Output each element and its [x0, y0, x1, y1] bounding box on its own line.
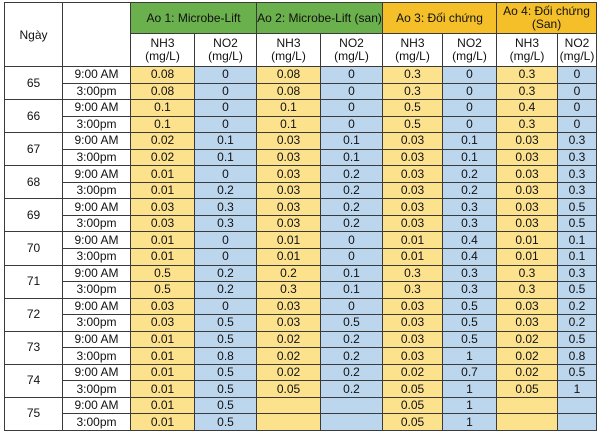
- no2-value-ao1: 0.1: [195, 149, 257, 166]
- subheader-nh3-ao4: [497, 34, 558, 67]
- day-cell: 66: [5, 100, 63, 133]
- time-cell: 9:00 AM: [63, 232, 131, 249]
- nh3-value-ao3: 0.03: [383, 149, 443, 166]
- no2-value-ao4: 0.5: [558, 215, 597, 232]
- nh3-value-ao4: 0.02: [497, 364, 558, 381]
- table-row: [5, 315, 597, 332]
- nh3-value-ao1: 0.03: [131, 315, 195, 332]
- no2-value-ao3: 0.5: [443, 298, 497, 315]
- no2-value-ao2: 0: [321, 298, 383, 315]
- no2-value-ao4: 0: [558, 83, 597, 100]
- time-cell: 3:00pm: [63, 414, 131, 431]
- no2-value-ao2: 0: [321, 83, 383, 100]
- subheader-unit: (mg/L): [452, 49, 487, 63]
- table-row: [5, 348, 597, 365]
- nh3-value-ao1: 0.03: [131, 215, 195, 232]
- group-header-ao2: Ao 2: Microbe-Lift (san): [257, 3, 383, 34]
- no2-value-ao2: 0.1: [321, 149, 383, 166]
- time-cell: 9:00 AM: [63, 265, 131, 282]
- no2-value-ao3: 0: [443, 83, 497, 100]
- no2-value-ao1: 0.5: [195, 315, 257, 332]
- nh3-value-ao3: 0.05: [383, 397, 443, 414]
- no2-value-ao3: 0: [443, 100, 497, 117]
- no2-value-ao2: 0.1: [321, 282, 383, 299]
- table-row: [5, 265, 597, 282]
- time-cell: 9:00 AM: [63, 364, 131, 381]
- subheader-no2-ao1: [195, 34, 257, 67]
- table-row: [5, 199, 597, 216]
- day-header: Ngày: [5, 3, 63, 67]
- no2-value-ao1: 0.5: [195, 414, 257, 431]
- nh3-value-ao2: 0.03: [257, 182, 321, 199]
- nh3-value-ao1: 0.5: [131, 282, 195, 299]
- no2-value-ao3: 0.3: [443, 199, 497, 216]
- no2-value-ao1: 0: [195, 100, 257, 117]
- nh3-value-ao3: 0.03: [383, 215, 443, 232]
- nh3-value-ao4: 0.3: [497, 265, 558, 282]
- no2-value-ao1: 0: [195, 298, 257, 315]
- nh3-value-ao2: 0.08: [257, 83, 321, 100]
- water-quality-table: [4, 2, 597, 431]
- table-row: [5, 232, 597, 249]
- no2-value-ao3: 0.3: [443, 282, 497, 299]
- no2-value-ao1: 0.8: [195, 348, 257, 365]
- table-row: [5, 83, 597, 100]
- table-row: [5, 116, 597, 133]
- subheader-param: NH3: [150, 36, 175, 50]
- time-cell: 9:00 AM: [63, 331, 131, 348]
- nh3-value-ao3: 0.03: [383, 298, 443, 315]
- nh3-value-ao4: 0.03: [497, 166, 558, 183]
- no2-value-ao2: 0: [321, 232, 383, 249]
- no2-value-ao3: 1: [443, 397, 497, 414]
- nh3-value-ao1: 0.08: [131, 83, 195, 100]
- day-cell: 70: [5, 232, 63, 265]
- subheader-unit: (mg/L): [145, 49, 180, 63]
- time-cell: 3:00pm: [63, 249, 131, 266]
- nh3-value-ao3: 0.03: [383, 315, 443, 332]
- time-cell: 3:00pm: [63, 83, 131, 100]
- no2-value-ao4: 0: [558, 67, 597, 84]
- nh3-value-ao4: 0.3: [497, 67, 558, 84]
- time-cell: 3:00pm: [63, 116, 131, 133]
- nh3-value-ao3: 0.01: [383, 249, 443, 266]
- table-row: [5, 414, 597, 431]
- nh3-value-ao2: 0.03: [257, 298, 321, 315]
- day-cell: 75: [5, 397, 63, 430]
- subheader-nh3-ao2: [257, 34, 321, 67]
- nh3-value-ao4: 0.3: [497, 83, 558, 100]
- table-row: [5, 67, 597, 84]
- nh3-value-ao1: 0.01: [131, 249, 195, 266]
- nh3-value-ao3: 0.05: [383, 381, 443, 398]
- table-row: [5, 215, 597, 232]
- nh3-value-ao2: [257, 397, 321, 414]
- nh3-value-ao3: 0.03: [383, 182, 443, 199]
- nh3-value-ao3: 0.3: [383, 265, 443, 282]
- no2-value-ao2: 0.2: [321, 166, 383, 183]
- group-header-ao3: Ao 3: Đối chứng: [383, 3, 497, 34]
- time-cell: 3:00pm: [63, 149, 131, 166]
- no2-value-ao4: 0.5: [558, 364, 597, 381]
- nh3-value-ao4: 0.03: [497, 149, 558, 166]
- nh3-value-ao2: 0.2: [257, 265, 321, 282]
- subheader-param: NO2: [457, 36, 482, 50]
- nh3-value-ao3: 0.5: [383, 116, 443, 133]
- no2-value-ao1: 0.3: [195, 199, 257, 216]
- no2-value-ao1: 0.5: [195, 381, 257, 398]
- nh3-value-ao4: 0.03: [497, 182, 558, 199]
- subheader-unit: (mg/L): [271, 49, 306, 63]
- no2-value-ao4: 0.3: [558, 149, 597, 166]
- nh3-value-ao1: 0.01: [131, 232, 195, 249]
- no2-value-ao3: 0.7: [443, 364, 497, 381]
- day-cell: 68: [5, 166, 63, 199]
- no2-value-ao3: 0.3: [443, 215, 497, 232]
- subheader-param: NO2: [213, 36, 238, 50]
- no2-value-ao2: 0.2: [321, 348, 383, 365]
- nh3-value-ao2: 0.02: [257, 364, 321, 381]
- no2-value-ao2: 0.2: [321, 381, 383, 398]
- no2-value-ao2: [321, 414, 383, 431]
- no2-value-ao1: 0.2: [195, 282, 257, 299]
- time-header: [63, 3, 131, 67]
- time-cell: 9:00 AM: [63, 397, 131, 414]
- no2-value-ao2: 0.2: [321, 182, 383, 199]
- no2-value-ao1: 0: [195, 166, 257, 183]
- no2-value-ao3: 0.1: [443, 133, 497, 150]
- no2-value-ao3: 0.2: [443, 182, 497, 199]
- nh3-value-ao1: 0.01: [131, 364, 195, 381]
- no2-value-ao4: 0.8: [558, 348, 597, 365]
- nh3-value-ao2: 0.02: [257, 331, 321, 348]
- no2-value-ao3: 1: [443, 381, 497, 398]
- subheader-unit: (mg/L): [334, 49, 369, 63]
- table-row: [5, 282, 597, 299]
- nh3-value-ao2: 0.03: [257, 133, 321, 150]
- nh3-value-ao3: 0.03: [383, 166, 443, 183]
- day-cell: 74: [5, 364, 63, 397]
- table-row: [5, 249, 597, 266]
- time-cell: 3:00pm: [63, 215, 131, 232]
- table-row: [5, 182, 597, 199]
- nh3-value-ao2: 0.1: [257, 100, 321, 117]
- header-row-groups: [5, 3, 597, 34]
- group-header-ao4: Ao 4: Đối chứng (San): [497, 3, 597, 34]
- table-row: [5, 133, 597, 150]
- nh3-value-ao3: 0.01: [383, 232, 443, 249]
- no2-value-ao3: 0.5: [443, 315, 497, 332]
- no2-value-ao4: 0.1: [558, 249, 597, 266]
- no2-value-ao4: 0: [558, 100, 597, 117]
- nh3-value-ao2: 0.03: [257, 315, 321, 332]
- time-cell: 9:00 AM: [63, 166, 131, 183]
- nh3-value-ao3: 0.03: [383, 133, 443, 150]
- table-row: [5, 397, 597, 414]
- no2-value-ao2: 0: [321, 67, 383, 84]
- time-cell: 9:00 AM: [63, 100, 131, 117]
- no2-value-ao1: 0: [195, 116, 257, 133]
- nh3-value-ao4: 0.3: [497, 282, 558, 299]
- no2-value-ao4: 0.3: [558, 166, 597, 183]
- nh3-value-ao3: 0.3: [383, 67, 443, 84]
- group-header-ao1: Ao 1: Microbe-Lift: [131, 3, 257, 34]
- nh3-value-ao3: 0.02: [383, 364, 443, 381]
- no2-value-ao2: 0.2: [321, 199, 383, 216]
- nh3-value-ao4: 0.03: [497, 298, 558, 315]
- no2-value-ao3: 0.1: [443, 149, 497, 166]
- nh3-value-ao2: 0.08: [257, 67, 321, 84]
- nh3-value-ao2: [257, 414, 321, 431]
- no2-value-ao1: 0.1: [195, 133, 257, 150]
- nh3-value-ao1: 0.01: [131, 166, 195, 183]
- no2-value-ao2: 0.2: [321, 215, 383, 232]
- no2-value-ao3: 0.3: [443, 265, 497, 282]
- time-cell: 3:00pm: [63, 348, 131, 365]
- nh3-value-ao1: 0.01: [131, 182, 195, 199]
- subheader-unit: (mg/L): [559, 49, 595, 63]
- table-row: [5, 166, 597, 183]
- nh3-value-ao4: 0.01: [497, 249, 558, 266]
- no2-value-ao1: 0: [195, 232, 257, 249]
- nh3-value-ao4: 0.05: [497, 381, 558, 398]
- no2-value-ao2: 0: [321, 116, 383, 133]
- nh3-value-ao4: 0.03: [497, 199, 558, 216]
- no2-value-ao4: 1: [558, 381, 597, 398]
- no2-value-ao4: 0.5: [558, 282, 597, 299]
- no2-value-ao1: 0: [195, 67, 257, 84]
- time-cell: 3:00pm: [63, 381, 131, 398]
- nh3-value-ao1: 0.5: [131, 265, 195, 282]
- no2-value-ao4: 0: [558, 116, 597, 133]
- no2-value-ao4: [558, 414, 597, 431]
- nh3-value-ao3: 0.3: [383, 282, 443, 299]
- no2-value-ao4: 0.3: [558, 265, 597, 282]
- nh3-value-ao4: 0.02: [497, 348, 558, 365]
- no2-value-ao3: 0: [443, 116, 497, 133]
- nh3-value-ao1: 0.1: [131, 100, 195, 117]
- no2-value-ao4: 0.3: [558, 133, 597, 150]
- table-row: [5, 381, 597, 398]
- nh3-value-ao3: 0.03: [383, 199, 443, 216]
- nh3-value-ao1: 0.01: [131, 331, 195, 348]
- day-cell: 73: [5, 331, 63, 364]
- data-table-container: [4, 2, 596, 429]
- subheader-param: NO2: [564, 36, 590, 50]
- nh3-value-ao2: 0.01: [257, 232, 321, 249]
- no2-value-ao3: 0.2: [443, 166, 497, 183]
- nh3-value-ao3: 0.05: [383, 414, 443, 431]
- time-cell: 3:00pm: [63, 315, 131, 332]
- day-cell: 67: [5, 133, 63, 166]
- day-cell: 72: [5, 298, 63, 331]
- nh3-value-ao3: 0.03: [383, 348, 443, 365]
- no2-value-ao1: 0.5: [195, 364, 257, 381]
- nh3-value-ao2: 0.3: [257, 282, 321, 299]
- nh3-value-ao1: 0.02: [131, 133, 195, 150]
- subheader-param: NH3: [276, 36, 301, 50]
- nh3-value-ao1: 0.03: [131, 199, 195, 216]
- no2-value-ao3: 0.4: [443, 232, 497, 249]
- time-cell: 9:00 AM: [63, 133, 131, 150]
- nh3-value-ao2: 0.02: [257, 348, 321, 365]
- nh3-value-ao2: 0.01: [257, 249, 321, 266]
- no2-value-ao1: 0.5: [195, 397, 257, 414]
- no2-value-ao1: 0.2: [195, 182, 257, 199]
- no2-value-ao1: 0: [195, 83, 257, 100]
- day-cell: 65: [5, 67, 63, 100]
- no2-value-ao3: 1: [443, 348, 497, 365]
- no2-value-ao3: 0.5: [443, 331, 497, 348]
- table-row: [5, 100, 597, 117]
- subheader-nh3-ao1: [131, 34, 195, 67]
- no2-value-ao4: 0.5: [558, 199, 597, 216]
- nh3-value-ao4: 0.03: [497, 315, 558, 332]
- nh3-value-ao2: 0.03: [257, 199, 321, 216]
- time-cell: 3:00pm: [63, 282, 131, 299]
- table-row: [5, 364, 597, 381]
- table-row: [5, 331, 597, 348]
- subheader-unit: (mg/L): [509, 49, 545, 63]
- no2-value-ao3: 1: [443, 414, 497, 431]
- no2-value-ao4: 0.2: [558, 298, 597, 315]
- no2-value-ao2: 0.2: [321, 331, 383, 348]
- nh3-value-ao4: [497, 414, 558, 431]
- no2-value-ao4: 0.1: [558, 232, 597, 249]
- subheader-param: NH3: [515, 36, 540, 50]
- no2-value-ao2: 0.1: [321, 133, 383, 150]
- nh3-value-ao4: 0.02: [497, 331, 558, 348]
- nh3-value-ao4: 0.3: [497, 116, 558, 133]
- time-cell: 3:00pm: [63, 182, 131, 199]
- table-row: [5, 298, 597, 315]
- nh3-value-ao4: [497, 397, 558, 414]
- nh3-value-ao1: 0.1: [131, 116, 195, 133]
- nh3-value-ao3: 0.5: [383, 100, 443, 117]
- no2-value-ao3: 0: [443, 67, 497, 84]
- no2-value-ao4: [558, 397, 597, 414]
- subheader-param: NH3: [400, 36, 425, 50]
- nh3-value-ao1: 0.01: [131, 397, 195, 414]
- nh3-value-ao4: 0.03: [497, 133, 558, 150]
- time-cell: 9:00 AM: [63, 298, 131, 315]
- subheader-no2-ao2: [321, 34, 383, 67]
- day-cell: 71: [5, 265, 63, 298]
- nh3-value-ao3: 0.3: [383, 83, 443, 100]
- time-cell: 9:00 AM: [63, 67, 131, 84]
- subheader-unit: (mg/L): [395, 49, 430, 63]
- subheader-unit: (mg/L): [208, 49, 243, 63]
- no2-value-ao2: 0.2: [321, 364, 383, 381]
- nh3-value-ao3: 0.03: [383, 331, 443, 348]
- nh3-value-ao1: 0.02: [131, 149, 195, 166]
- time-cell: 9:00 AM: [63, 199, 131, 216]
- nh3-value-ao1: 0.01: [131, 381, 195, 398]
- subheader-no2-ao4: [558, 34, 597, 67]
- no2-value-ao4: 0.3: [558, 182, 597, 199]
- nh3-value-ao2: 0.1: [257, 116, 321, 133]
- nh3-value-ao4: 0.4: [497, 100, 558, 117]
- no2-value-ao2: 0: [321, 100, 383, 117]
- no2-value-ao4: 0.2: [558, 315, 597, 332]
- nh3-value-ao2: 0.03: [257, 149, 321, 166]
- subheader-nh3-ao3: [383, 34, 443, 67]
- nh3-value-ao2: 0.03: [257, 166, 321, 183]
- nh3-value-ao4: 0.01: [497, 232, 558, 249]
- nh3-value-ao4: 0.03: [497, 215, 558, 232]
- subheader-no2-ao3: [443, 34, 497, 67]
- no2-value-ao3: 0.4: [443, 249, 497, 266]
- nh3-value-ao2: 0.03: [257, 215, 321, 232]
- nh3-value-ao1: 0.03: [131, 298, 195, 315]
- no2-value-ao2: 0.5: [321, 315, 383, 332]
- nh3-value-ao1: 0.01: [131, 414, 195, 431]
- nh3-value-ao1: 0.08: [131, 67, 195, 84]
- no2-value-ao1: 0.2: [195, 265, 257, 282]
- nh3-value-ao1: 0.01: [131, 348, 195, 365]
- day-cell: 69: [5, 199, 63, 232]
- no2-value-ao1: 0: [195, 249, 257, 266]
- no2-value-ao1: 0.5: [195, 331, 257, 348]
- nh3-value-ao2: 0.05: [257, 381, 321, 398]
- no2-value-ao2: 0.1: [321, 265, 383, 282]
- table-row: [5, 149, 597, 166]
- no2-value-ao1: 0.3: [195, 215, 257, 232]
- no2-value-ao4: 0.5: [558, 331, 597, 348]
- no2-value-ao2: [321, 397, 383, 414]
- no2-value-ao2: 0: [321, 249, 383, 266]
- subheader-param: NO2: [339, 36, 364, 50]
